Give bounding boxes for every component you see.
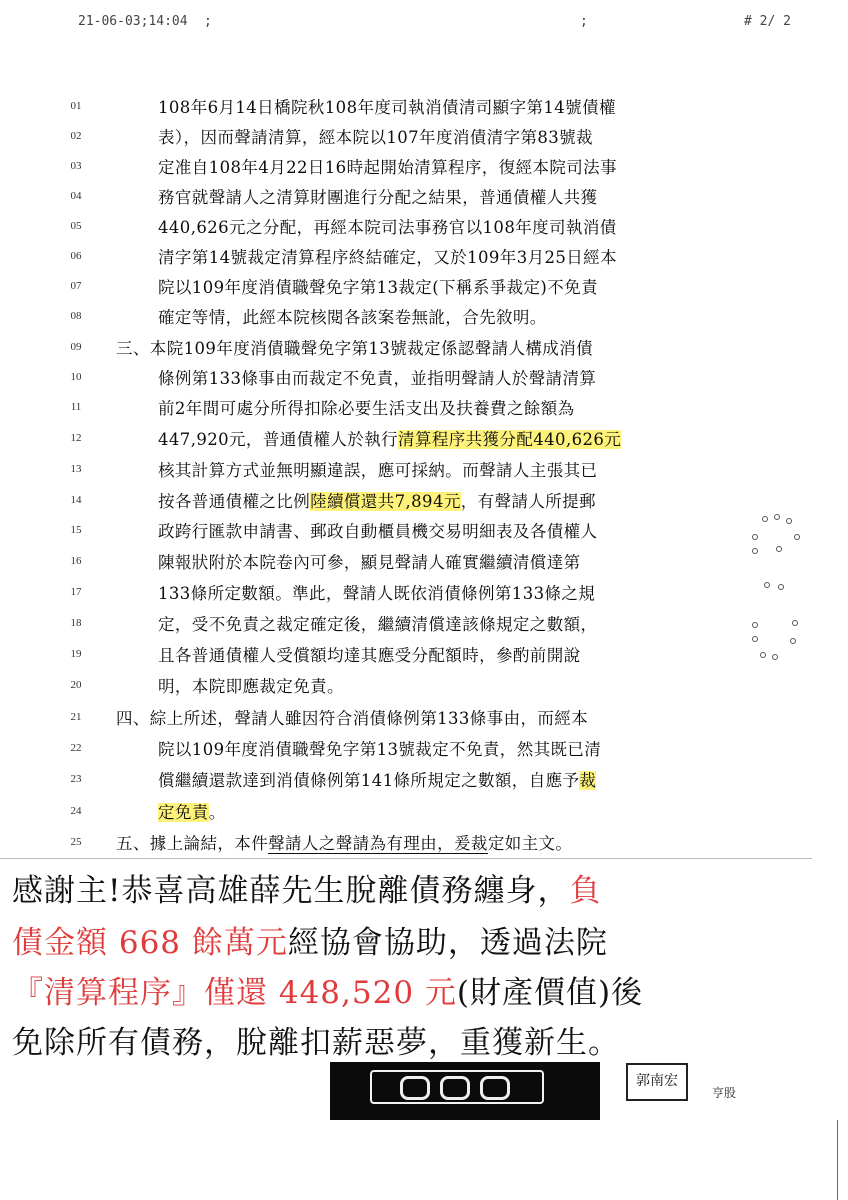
line-text: 按各普通債權之比例 [158, 492, 311, 511]
seal-glyph [400, 1076, 430, 1100]
fax-separator: ; [580, 14, 588, 29]
fax-page-number: # 2/ 2 [744, 14, 791, 29]
notice-line-1 [12, 865, 601, 917]
document-line [158, 799, 778, 823]
line-number: 16 [70, 555, 82, 567]
line-number: 19 [70, 648, 82, 660]
perforation-hole [794, 534, 800, 540]
line-number: 10 [70, 371, 82, 383]
notice-text: 感謝主!恭喜高雄薛先生脫離債務纏身， [12, 873, 570, 909]
perforation-hole [764, 582, 770, 588]
page-edge-line [837, 1120, 838, 1200]
perforation-hole [760, 652, 766, 658]
line-number: 25 [70, 836, 82, 848]
fax-header [0, 8, 848, 34]
document-line [158, 767, 778, 791]
line-number: 14 [70, 494, 82, 506]
line-number: 15 [70, 524, 82, 536]
document-line: 院以109年度消債職聲免字第13號裁定不免責，然其既已清 [158, 740, 602, 759]
seal-glyph [440, 1076, 470, 1100]
highlighted-text: 清算程序共獲分配440,626元 [398, 430, 622, 449]
perforation-hole [752, 622, 758, 628]
document-line: 且各普通債權人受償額均達其應受分配額時，參酌前開說 [158, 646, 581, 665]
notice-line-3 [12, 967, 643, 1019]
document-line: 明，本院即應裁定免責。 [158, 677, 344, 696]
document-line: 陳報狀附於本院卷內可參，顯見聲請人確實繼續清償達第 [158, 553, 581, 572]
notice-line-4: 免除所有債務，脫離扣薪惡夢，重獲新生。 [12, 1025, 620, 1061]
perforation-hole [778, 584, 784, 590]
line-number: 24 [70, 805, 82, 817]
line-number: 20 [70, 679, 82, 691]
line-number: 03 [70, 160, 82, 172]
line-number: 23 [70, 773, 82, 785]
fax-timestamp: 21-06-03;14:04 [78, 14, 188, 29]
line-number: 17 [70, 586, 82, 598]
line-text: 五、據上論結，本件 [116, 834, 269, 853]
document-line: 院以109年度消債職聲免字第13裁定(下稱系爭裁定)不免責 [158, 278, 598, 297]
document-line: 務官就聲請人之清算財團進行分配之結果，普通債權人共獲 [158, 188, 598, 207]
congratulation-notice [0, 858, 812, 1069]
document-line: 三、本院109年度消債職聲免字第13號裁定係認聲請人構成消債 [116, 339, 593, 358]
document-line: 條例第133條事由而裁定不免責，並指明聲請人於聲請清算 [158, 369, 597, 388]
notice-red-text: 『清算程序』僅還 448,520 元 [12, 975, 457, 1011]
perforation-hole [752, 534, 758, 540]
document-line [158, 488, 778, 512]
name-stamp: 郭南宏 [626, 1063, 688, 1101]
line-number: 18 [70, 617, 82, 629]
perforation-hole [790, 638, 796, 644]
line-text: 447,920元，普通債權人於執行 [158, 430, 399, 449]
line-number: 22 [70, 742, 82, 754]
line-number: 08 [70, 310, 82, 322]
line-text: 。 [208, 803, 226, 822]
court-seal-block [330, 1062, 600, 1120]
line-number: 05 [70, 220, 82, 232]
document-line: 確定等情，此經本院核閱各該案卷無訛，合先敘明。 [158, 308, 547, 327]
document-line: 政跨行匯款申請書、郵政自動櫃員機交易明細表及各債權人 [158, 522, 598, 541]
line-number: 02 [70, 130, 82, 142]
document-line: 前2年間可處分所得扣除必要生活支出及扶養費之餘額為 [158, 399, 575, 418]
highlighted-text: 陸續償還共7,894元 [310, 492, 461, 511]
clerk-label: 亨股 [712, 1086, 737, 1100]
seal-glyph [480, 1076, 510, 1100]
notice-text: (財產價值)後 [456, 975, 644, 1011]
line-number: 01 [70, 100, 82, 112]
line-number: 21 [70, 711, 82, 723]
perforation-hole [774, 514, 780, 520]
perforation-hole [786, 518, 792, 524]
notice-text: 經協會協助，透過法院 [287, 925, 608, 961]
perforation-hole [752, 636, 758, 642]
line-number: 04 [70, 190, 82, 202]
line-number: 07 [70, 280, 82, 292]
highlighted-text: 定免責 [158, 803, 209, 822]
line-number: 11 [70, 401, 82, 413]
document-line: 表），因而聲請清算，經本院以107年度消債清字第83號裁 [158, 128, 593, 147]
perforation-hole [762, 516, 768, 522]
document-line: 核其計算方式並無明顯違誤，應可採納。而聲請人主張其已 [158, 461, 598, 480]
document-line: 清字第14號裁定清算程序終結確定，又於109年3月25日經本 [158, 248, 617, 267]
fax-separator: ; [204, 14, 212, 29]
perforation-hole [776, 546, 782, 552]
perforation-hole [772, 654, 778, 660]
document-line [158, 426, 778, 450]
line-number: 09 [70, 341, 82, 353]
underlined-text: 聲請人之聲請為有理由，爰裁 [268, 834, 488, 853]
line-text: 定如主文。 [487, 834, 573, 853]
line-number: 12 [70, 432, 82, 444]
line-number: 13 [70, 463, 82, 475]
document-line: 定准自108年4月22日16時起開始清算程序，復經本院司法事 [158, 158, 617, 177]
document-line: 108年6月14日橋院秋108年度司執消債清司顯字第14號債權 [158, 98, 616, 117]
document-line [116, 830, 736, 854]
perforation-hole [752, 548, 758, 554]
line-text: 償繼續還款達到消債條例第141條所規定之數額，自應予 [158, 771, 580, 790]
notice-red-text: 債金額 668 餘萬元 [12, 925, 288, 961]
document-line: 440,626元之分配，再經本院司法事務官以108年度司執消債 [158, 218, 617, 237]
document-line: 133條所定數額。準此，聲請人既依消債條例第133條之規 [158, 584, 596, 603]
highlighted-text: 裁 [579, 771, 597, 790]
line-number: 06 [70, 250, 82, 262]
notice-red-text: 負 [569, 873, 602, 909]
document-line: 定，受不免責之裁定確定後，繼續清償達該條規定之數額， [158, 615, 598, 634]
document-line: 四、綜上所述，聲請人雖因符合消債條例第133條事由，而經本 [116, 709, 589, 728]
notice-line-2 [12, 917, 608, 969]
line-text: ，有聲請人所提郵 [460, 492, 596, 511]
perforation-hole [792, 620, 798, 626]
